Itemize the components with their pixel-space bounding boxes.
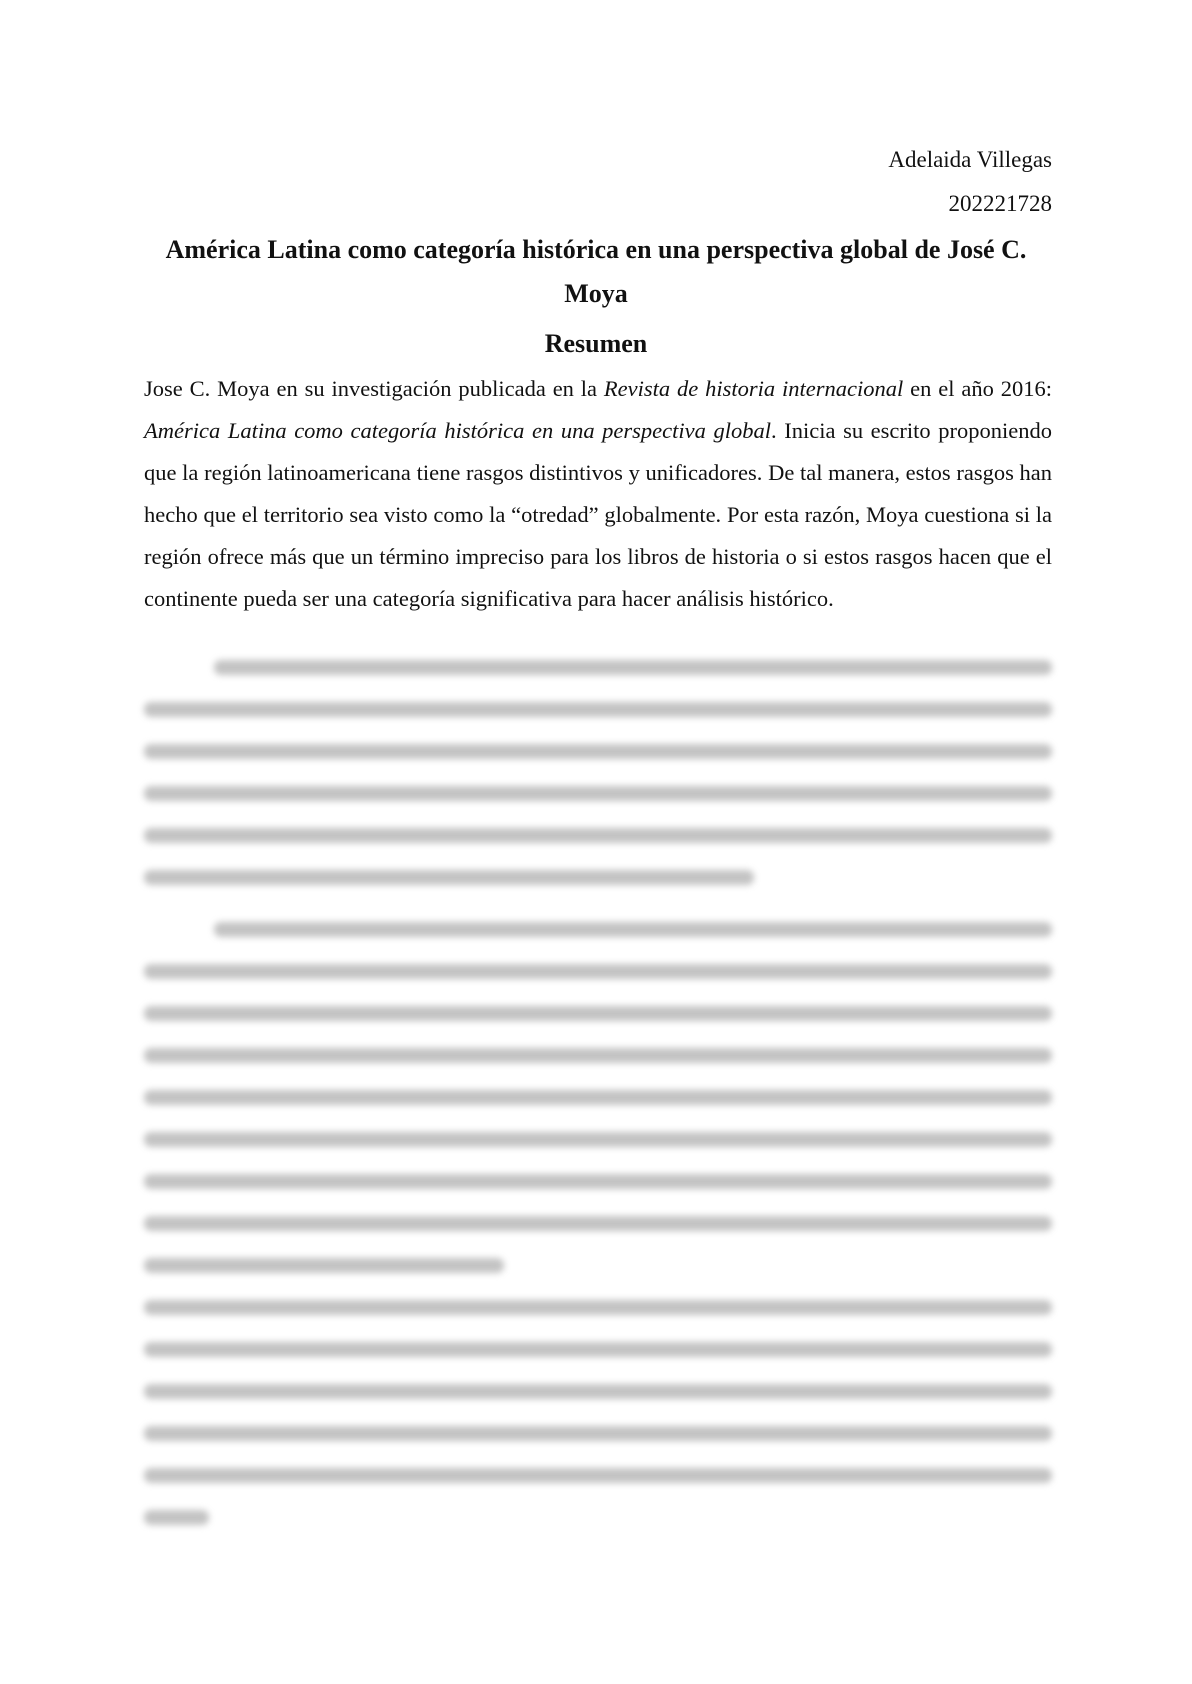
blurred-text-line (144, 786, 1052, 801)
paragraph-text-tail: hacer análisis histórico. (621, 586, 834, 611)
paragraph-text: . Inicia su escrito proponiendo que la región latinoamericana tiene rasgos distintivos y unificadores. De tal manera, estos rasgos han hecho que el territorio sea visto como la “otredad” globalmente. Por esta razón, Moya cuestiona si la región ofrece más que un término impreciso para los libros de historia o si estos rasgos hacen que el continente pueda ser una categoría significativa para (144, 418, 1052, 611)
blurred-text-line (144, 1426, 1052, 1441)
blurred-text-line (144, 1468, 1052, 1483)
blurred-text-line (144, 744, 1052, 759)
journal-name: Revista de historia internacional (603, 376, 904, 401)
blurred-text-line (144, 1090, 1052, 1105)
summary-paragraph (144, 368, 1052, 620)
blurred-text-line (214, 922, 1052, 937)
blurred-text-line (144, 1174, 1052, 1189)
document-title: América Latina como categoría histórica en una perspectiva global de José C. Moya (165, 235, 1027, 308)
paragraph-text: en el año 2016: (903, 376, 1052, 401)
paragraph-text: Jose C. Moya en su investigación publicada en la (144, 376, 604, 401)
blurred-text-line (144, 964, 1052, 979)
blurred-text-line (144, 1006, 1052, 1021)
blurred-text-line (214, 660, 1052, 675)
blurred-text-line (144, 1132, 1052, 1147)
blurred-text-line (144, 1384, 1052, 1399)
section-heading: Resumen (544, 329, 648, 358)
student-id: 202221728 (948, 191, 1052, 216)
article-title: América Latina como categoría histórica en una perspectiva global (144, 418, 772, 443)
blurred-text-line (144, 1510, 209, 1525)
blurred-text-line (144, 702, 1052, 717)
blurred-text-line (144, 1258, 504, 1273)
author-name: Adelaida Villegas (888, 147, 1052, 172)
blurred-text-line (144, 1300, 1052, 1315)
blurred-text-line (144, 828, 1052, 843)
blurred-text-line (144, 870, 754, 885)
blurred-text-line (144, 1216, 1052, 1231)
blurred-text-line (144, 1048, 1052, 1063)
blurred-text-line (144, 1342, 1052, 1357)
